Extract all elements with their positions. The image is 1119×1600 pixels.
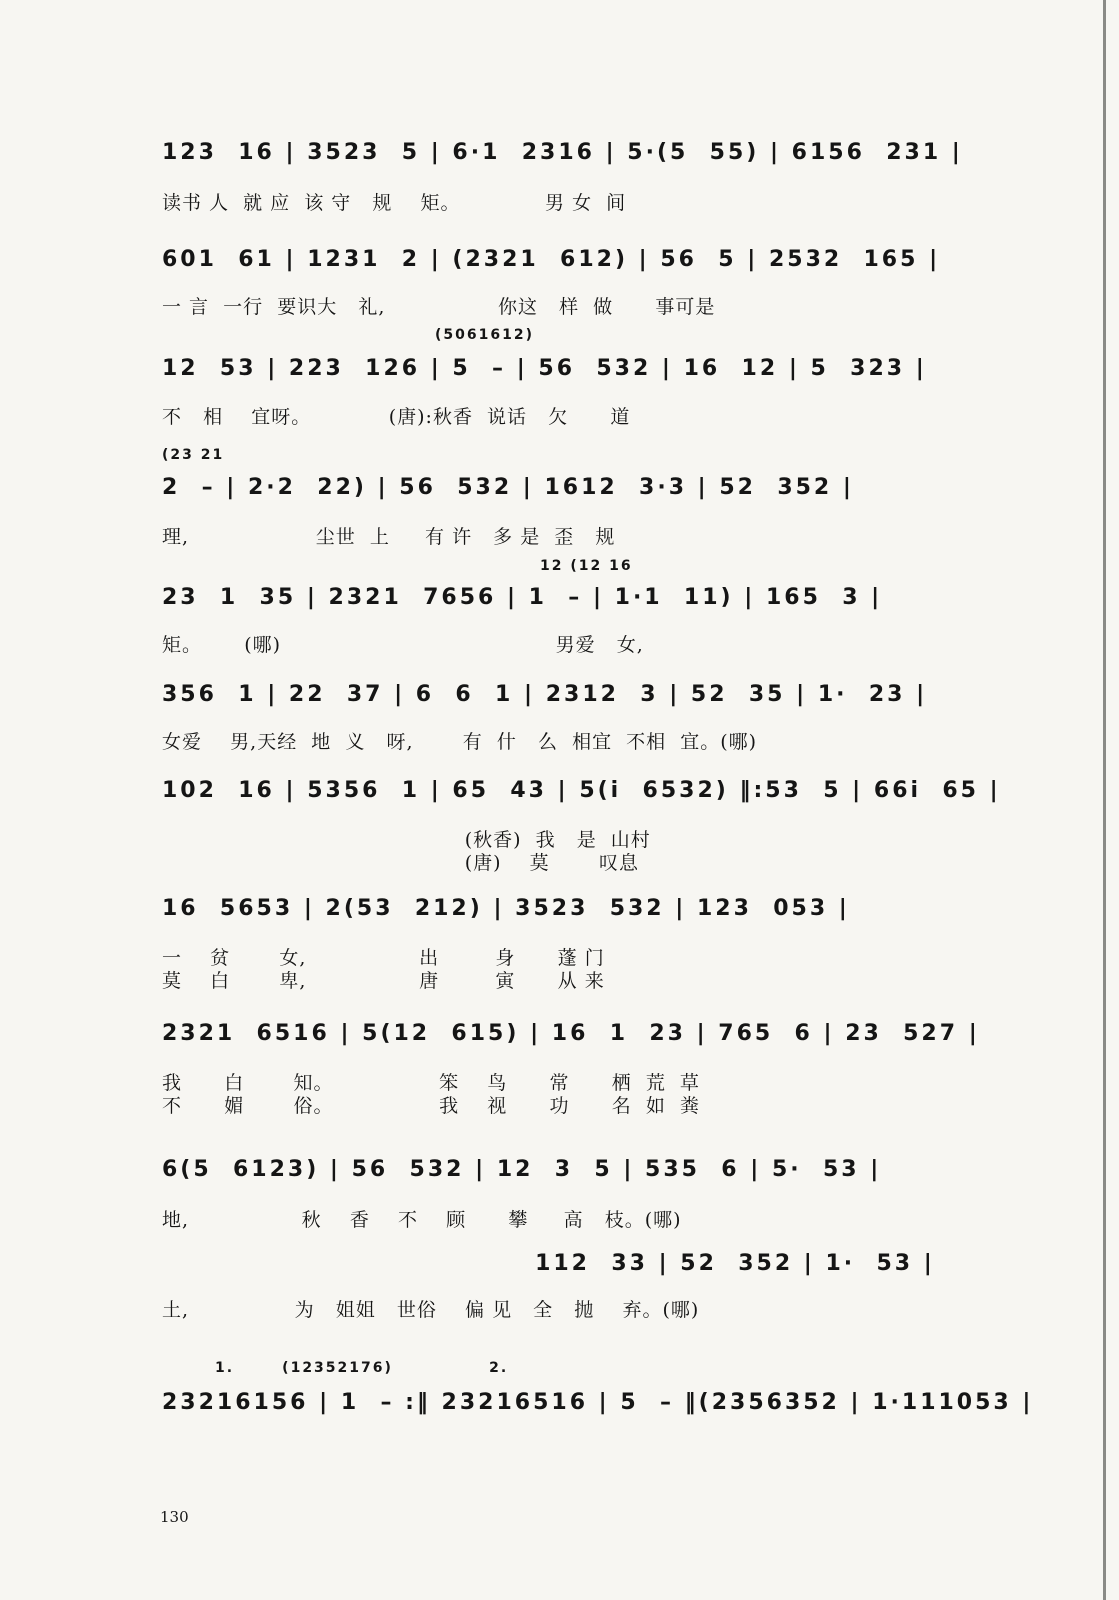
lyric-line-8a: 一 贫 女, 出 身 蓬 门 [162,947,605,969]
lyric-line-9b: 不 媚 俗。 我 视 功 名 如 粪 [162,1095,700,1117]
notation-line-12: 23216156 | 1 – :‖ 23216516 | 5 – ‖(2356352 | 1·111053 | [162,1390,1034,1415]
notation-line-2: 601 61 | 1231 2 | (2321 612) | 56 5 | 2532 165 | [162,247,941,272]
notation-line-8: 16 5653 | 2(53 212) | 3523 532 | 123 053 | [162,896,850,921]
top-note-5: 12 (12 16 [540,558,633,574]
lyric-line-8b: 莫 白 卑, 唐 寅 从 来 [162,970,605,992]
lyric-line-11: 土, 为 姐姐 世俗 偏 见 全 抛 弃。(哪) [162,1299,700,1321]
notation-line-6: 356 1 | 22 37 | 6 6 1 | 2312 3 | 52 35 | 1· 23 | [162,682,928,707]
lyric-line-10: 地, 秋 香 不 顾 攀 高 枝。(哪) [162,1209,682,1231]
notation-line-5: 23 1 35 | 2321 7656 | 1 – | 1·1 11) | 165 3 | [162,585,883,610]
top-note-12: 1. (12352176) 2. [215,1360,509,1376]
top-note-4: (23 21 [162,447,225,463]
lyric-line-6: 女爱 男,天经 地 义 呀, 有 什 么 相宜 不相 宜。(哪) [162,731,758,753]
notation-line-4: 2 – | 2·2 22) | 56 532 | 1612 3·3 | 52 352 | [162,475,854,500]
lyric-line-1: 读书 人 就 应 该 守 规 矩。 男 女 间 [162,192,627,214]
notation-line-7: 102 16 | 5356 1 | 65 43 | 5(i 6532) ‖:53 5 | 66i 65 | [162,778,1001,803]
lyric-line-5: 矩。 (哪) 男爱 女, [162,634,644,656]
lyric-line-7b: (唐) 莫 叹息 [162,852,639,874]
notation-line-10: 6(5 6123) | 56 532 | 12 3 5 | 535 6 | 5· 53 | [162,1157,882,1182]
page-edge [1103,0,1106,1600]
notation-line-3: 12 53 | 223 126 | 5 – | 56 532 | 16 12 | 5 323 | [162,356,927,381]
lyric-line-9a: 我 白 知。 笨 鸟 常 栖 荒 草 [162,1072,700,1094]
notation-line-9: 2321 6516 | 5(12 615) | 16 1 23 | 765 6 | 23 527 | [162,1021,980,1046]
lyric-line-7a: (秋香) 我 是 山村 [162,829,651,851]
page-number: 130 [160,1508,189,1526]
notation-line-1: 123 16 | 3523 5 | 6·1 2316 | 5·(5 55) | 6156 231 | [162,140,963,165]
top-note-3: (5061612) [435,327,534,343]
notation-line-11: 112 33 | 52 352 | 1· 53 | [162,1251,935,1276]
lyric-line-3: 不 相 宜呀。 (唐):秋香 说话 欠 道 [162,406,631,428]
lyric-line-2: 一 言 一行 要识大 礼, 你这 样 做 事可是 [162,296,716,318]
lyric-line-4: 理, 尘世 上 有 许 多 是 歪 规 [162,526,616,548]
